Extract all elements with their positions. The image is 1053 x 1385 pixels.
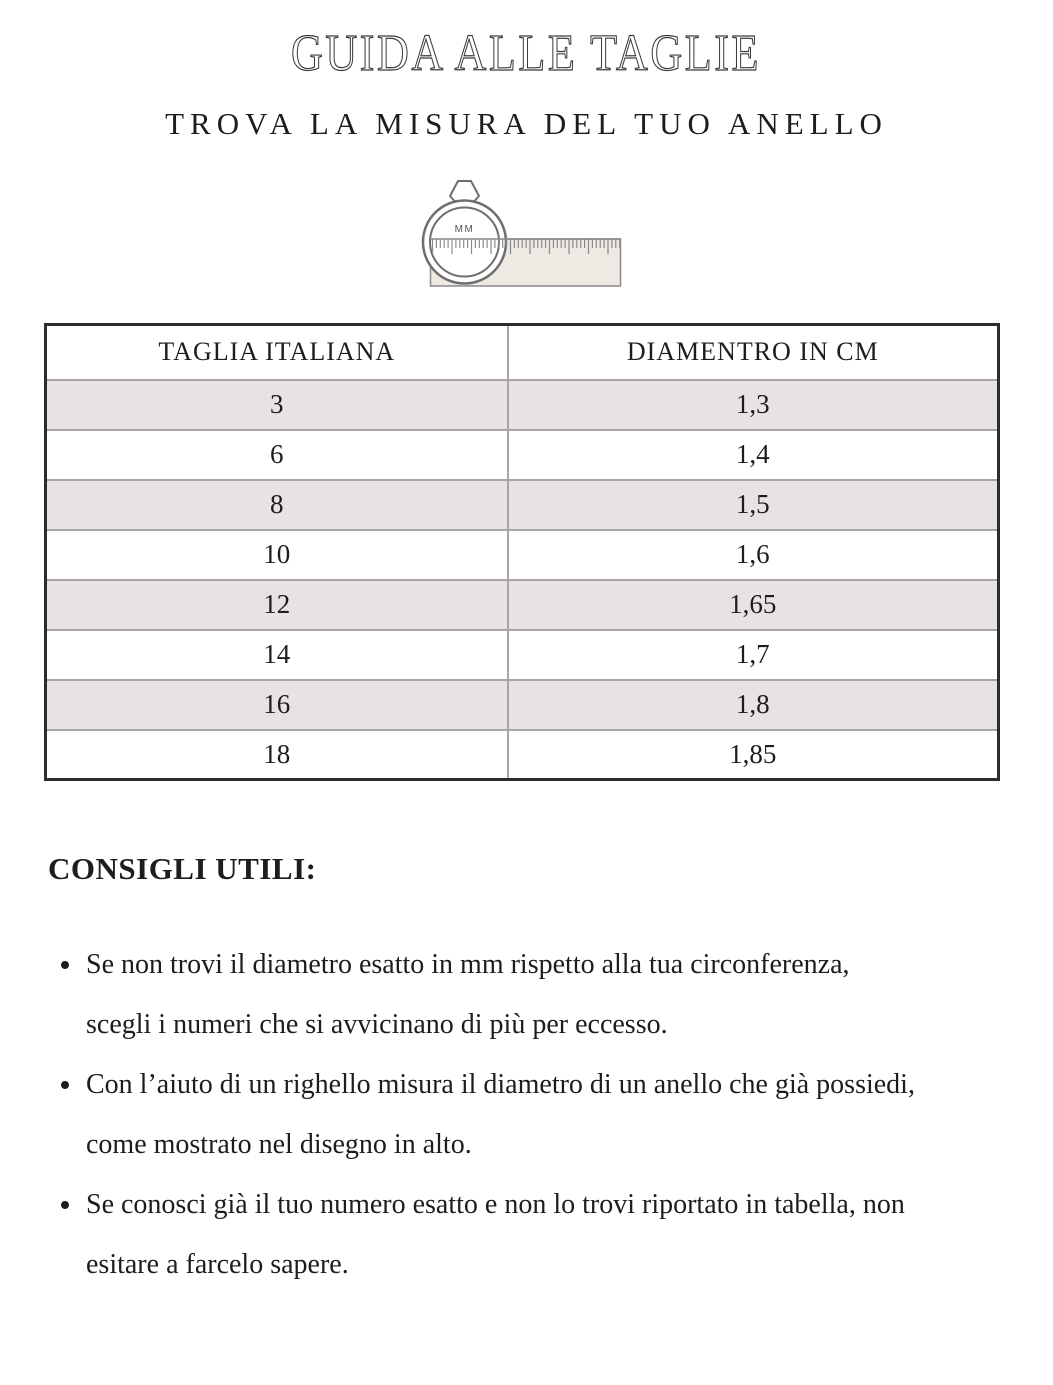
column-header-taglia: TAGLIA ITALIANA: [46, 325, 508, 380]
table-cell-diameter: 1,65: [508, 580, 999, 630]
table-cell-size: 10: [46, 530, 508, 580]
ring-outer-circle-icon: [423, 201, 506, 284]
table-row: [46, 630, 999, 680]
table-cell-diameter: 1,8: [508, 680, 999, 730]
table-cell-size: 8: [46, 480, 508, 530]
table-row: [46, 380, 999, 430]
page-title: [0, 20, 1053, 82]
table-cell-diameter: 1,4: [508, 430, 999, 480]
table-cell-size: 18: [46, 730, 508, 780]
page-title-text: GUIDA ALLE TAGLIE: [291, 25, 761, 82]
table-cell-diameter: 1,6: [508, 530, 999, 580]
table-cell-size: 12: [46, 580, 508, 630]
table-cell-size: 6: [46, 430, 508, 480]
tip-item: • Se conosci già il tuo numero esatto e non lo trovi riportato in tabella, non esitare a farcelo sapere.: [84, 1175, 918, 1295]
table-row: [46, 480, 999, 530]
table-cell-size: 14: [46, 630, 508, 680]
table-cell-diameter: 1,7: [508, 630, 999, 680]
table-row: [46, 730, 999, 780]
ring-ruler-illustration: [412, 164, 642, 301]
tip-item: • Con l’aiuto di un righello misura il diametro di un anello che già possiedi, come mostrato nel disegno in alto.: [84, 1055, 918, 1175]
tips-list: [46, 935, 918, 1295]
size-guide-page: [0, 20, 1053, 1295]
table-row: [46, 530, 999, 580]
tip-item: • Se non trovi il diametro esatto in mm rispetto alla tua circonferenza, scegli i numeri che si avvicinano di più per eccesso.: [84, 935, 918, 1055]
table-header-row: [46, 325, 999, 380]
table-row: [46, 580, 999, 630]
table-cell-size: 16: [46, 680, 508, 730]
page-subtitle: TROVA LA MISURA DEL TUO ANELLO: [165, 106, 888, 141]
table-cell-size: 3: [46, 380, 508, 430]
table-cell-diameter: 1,3: [508, 380, 999, 430]
ring-ruler-icon: [412, 164, 642, 296]
mm-label: MM: [454, 224, 474, 235]
tips-heading: CONSIGLI UTILI:: [48, 851, 317, 886]
size-table: [44, 323, 1000, 781]
table-row: [46, 680, 999, 730]
table-cell-diameter: 1,85: [508, 730, 999, 780]
column-header-diametro: DIAMENTRO IN CM: [508, 325, 999, 380]
table-cell-diameter: 1,5: [508, 480, 999, 530]
table-row: [46, 430, 999, 480]
